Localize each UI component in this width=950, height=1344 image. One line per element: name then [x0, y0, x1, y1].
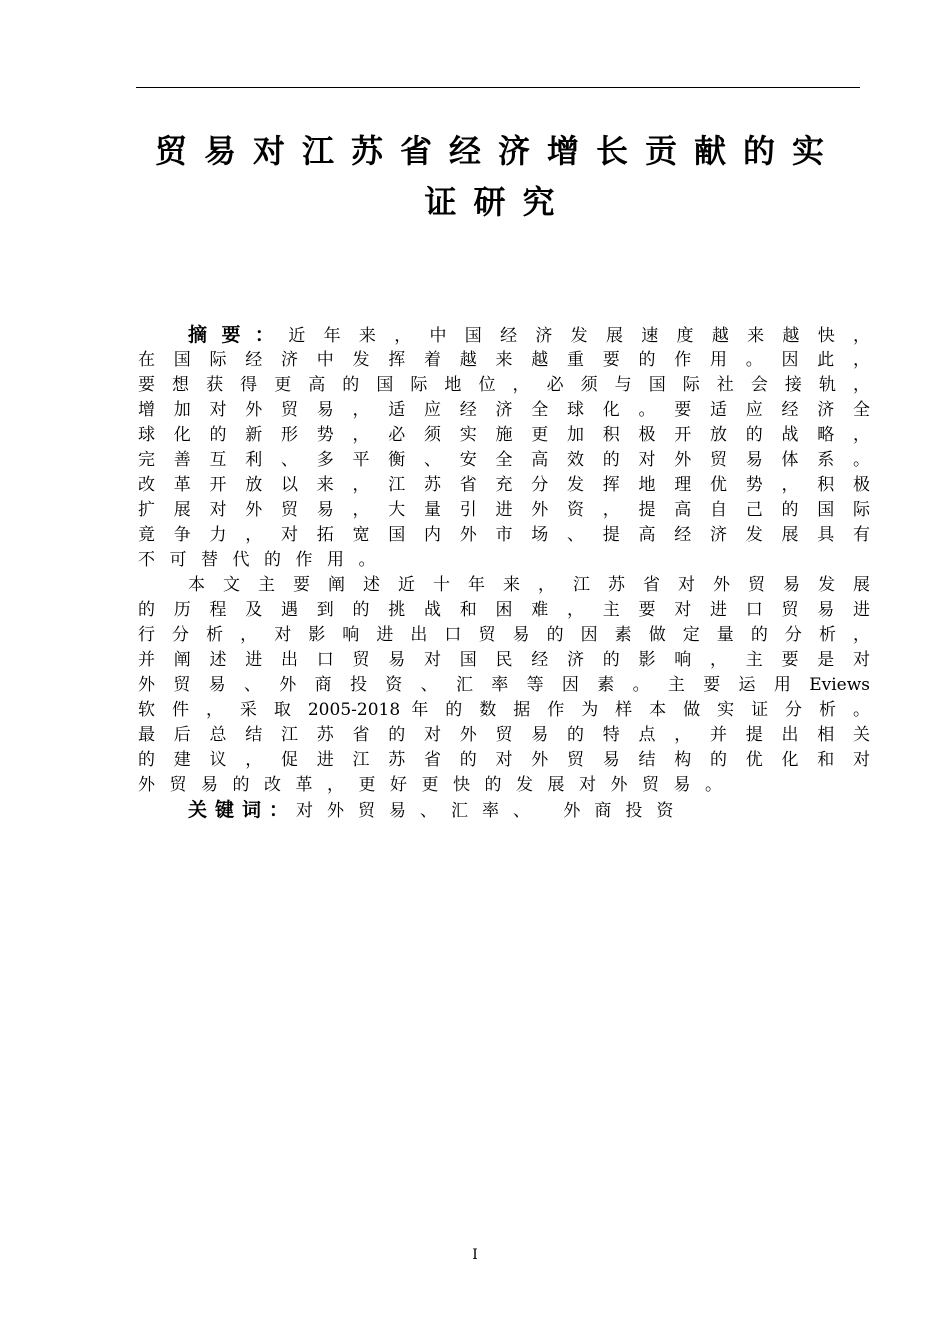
- abstract-line: 外贸易的改革，更好更快的发展对外贸易。: [138, 775, 737, 795]
- abstract-line: 的 建 议 ， 促 进 江 苏 省 的 对 外 贸 易 结 构 的 优 化 和 对: [138, 750, 870, 770]
- page-number: I: [472, 1247, 478, 1263]
- abstract-line: 完 善 互 利 、 多 平 衡 、 安 全 高 效 的 对 外 贸 易 体 系 。: [138, 450, 870, 470]
- keywords-text: 对外贸易、汇率、 外商投资: [296, 801, 688, 821]
- document-title-line-1: 贸易对江苏省经济增长贡献的实: [154, 132, 841, 170]
- abstract-section: [138, 323, 870, 823]
- abstract-line: 并 阐 述 进 出 口 贸 易 对 国 民 经 济 的 影 响 ， 主 要 是 对: [138, 650, 870, 670]
- abstract-line: 本 文 主 要 阐 述 近 十 年 来 ， 江 苏 省 对 外 贸 易 发 展: [188, 575, 870, 595]
- abstract-line: 的 历 程 及 遇 到 的 挑 战 和 困 难 ， 主 要 对 进 口 贸 易 进: [138, 600, 870, 620]
- abstract-line: 在 国 际 经 济 中 发 挥 着 越 来 越 重 要 的 作 用 。 因 此 ，: [138, 350, 870, 370]
- abstract-line: 行 分 析 ， 对 影 响 进 出 口 贸 易 的 因 素 做 定 量 的 分 析 ，: [138, 625, 870, 645]
- keywords-line: [138, 798, 870, 823]
- abstract-line: 软 件 ， 采 取 2005-2018 年 的 数 据 作 为 样 本 做 实 证 分 析 。: [138, 700, 870, 720]
- abstract-text: 近 年 来 ， 中 国 经 济 发 展 速 度 越 来 越 快 ，: [288, 326, 870, 346]
- abstract-line: 不可替代的作用。: [138, 550, 390, 570]
- keywords-label: 关键词：: [188, 799, 297, 821]
- abstract-line: 外 贸 易 、 外 商 投 资 、 汇 率 等 因 素 。 主 要 运 用 Eviews: [138, 675, 870, 695]
- abstract-line: 最 后 总 结 江 苏 省 的 对 外 贸 易 的 特 点 ， 并 提 出 相 关: [138, 725, 870, 745]
- document-title-line-2: 证研究: [424, 183, 572, 221]
- abstract-line: 要 想 获 得 更 高 的 国 际 地 位 ， 必 须 与 国 际 社 会 接 轨 ，: [138, 375, 870, 395]
- abstract-line: [138, 323, 870, 348]
- abstract-line: 改 革 开 放 以 来 ， 江 苏 省 充 分 发 挥 地 理 优 势 ， 积 极: [138, 475, 870, 495]
- abstract-line: 扩 展 对 外 贸 易 ， 大 量 引 进 外 资 ， 提 高 自 己 的 国 际: [138, 500, 870, 520]
- abstract-label: 摘要：: [188, 324, 289, 346]
- abstract-line: 球 化 的 新 形 势 ， 必 须 实 施 更 加 积 极 开 放 的 战 略 ，: [138, 425, 870, 445]
- abstract-line: 竟 争 力 ， 对 拓 宽 国 内 外 市 场 、 提 高 经 济 发 展 具 有: [138, 525, 870, 545]
- header-rule: [136, 87, 860, 88]
- abstract-line: 增 加 对 外 贸 易 ， 适 应 经 济 全 球 化 。 要 适 应 经 济 全: [138, 400, 870, 420]
